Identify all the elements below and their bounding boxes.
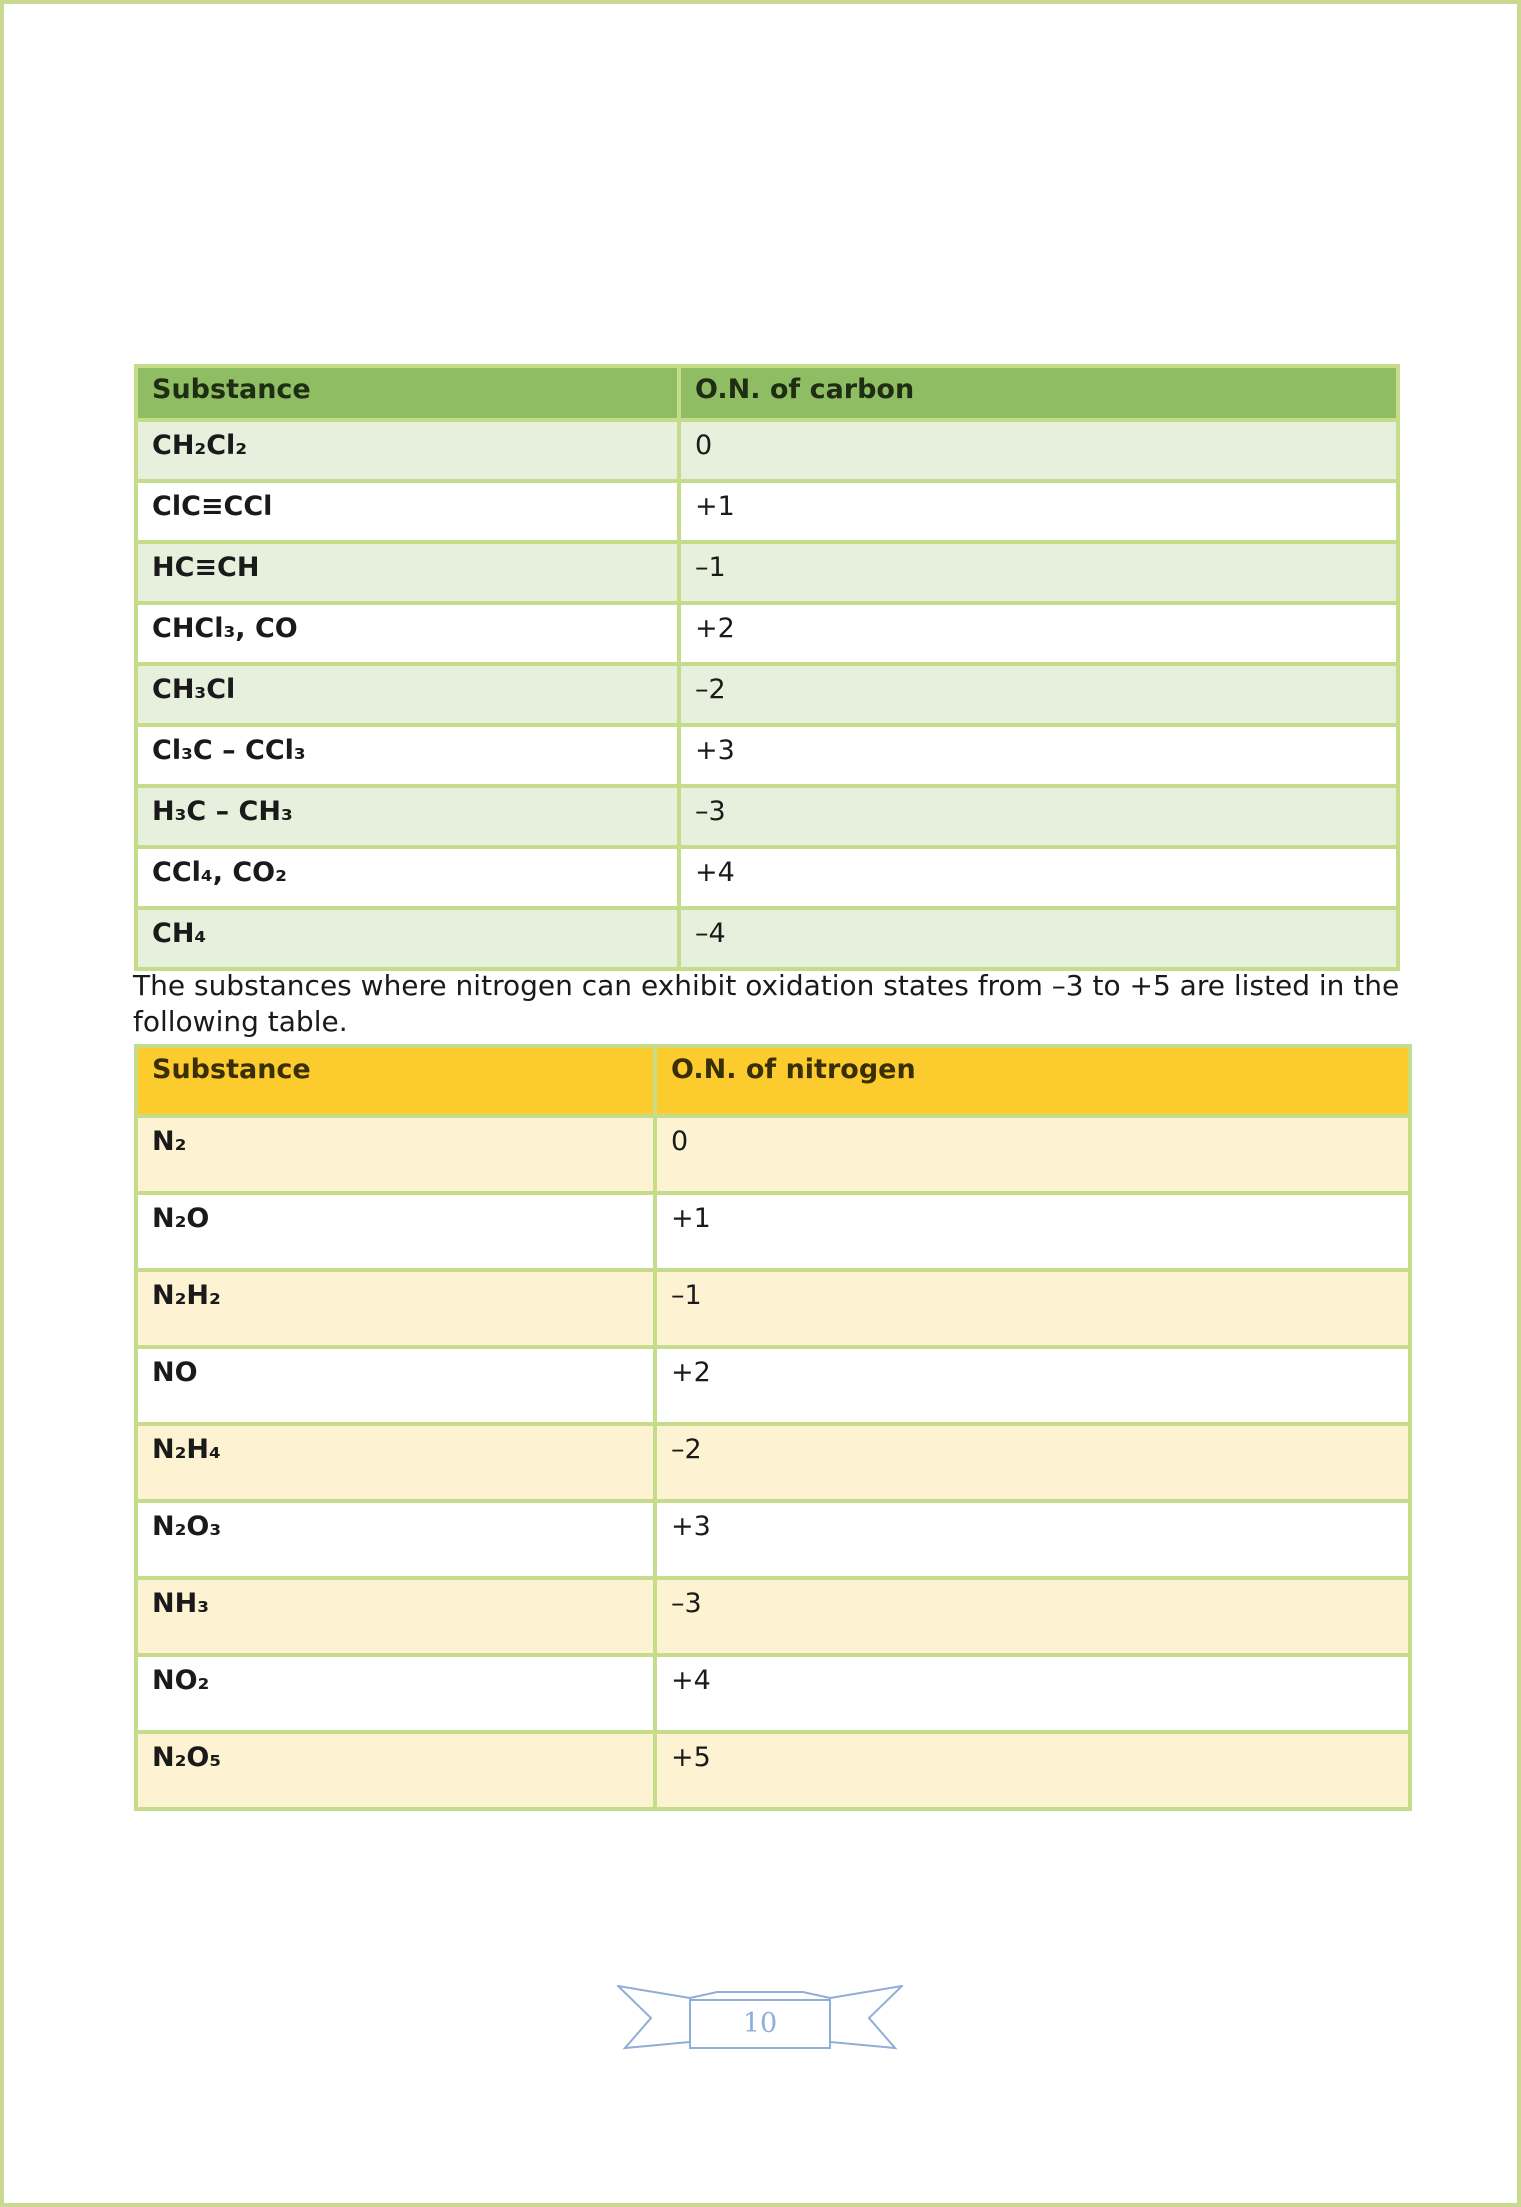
- oxidation-number-cell: 0: [679, 420, 1398, 481]
- substance-cell: NH₃: [136, 1578, 655, 1655]
- table-row: [136, 1270, 1410, 1347]
- substance-cell: H₃C – CH₃: [136, 786, 679, 847]
- substance-cell: N₂O₃: [136, 1501, 655, 1578]
- page-footer: [617, 1984, 903, 2064]
- nitrogen-intro-paragraph: The substances where nitrogen can exhibit oxidation states from –3 to +5 are listed in the following table.: [133, 969, 1400, 1038]
- table-row: [136, 725, 1398, 786]
- table-row: [136, 1732, 1410, 1809]
- substance-cell: HC≡CH: [136, 542, 679, 603]
- table-row: [136, 847, 1398, 908]
- table-row: [136, 664, 1398, 725]
- carbon-oxidation-table: [134, 364, 1400, 971]
- substance-cell: CH₄: [136, 908, 679, 969]
- table-row: [136, 786, 1398, 847]
- substance-cell: N₂: [136, 1116, 655, 1193]
- table-row: [136, 1116, 1410, 1193]
- oxidation-number-cell: +1: [655, 1193, 1410, 1270]
- page-number: 10: [742, 2008, 778, 2039]
- oxidation-number-cell: –3: [679, 786, 1398, 847]
- substance-cell: NO: [136, 1347, 655, 1424]
- table-row: [136, 908, 1398, 969]
- substance-cell: CH₃Cl: [136, 664, 679, 725]
- oxidation-number-cell: +4: [679, 847, 1398, 908]
- substance-cell: N₂H₂: [136, 1270, 655, 1347]
- table-row: [136, 603, 1398, 664]
- table-row: [136, 1347, 1410, 1424]
- oxidation-number-cell: –4: [679, 908, 1398, 969]
- substance-cell: N₂O₅: [136, 1732, 655, 1809]
- substance-cell: CH₂Cl₂: [136, 420, 679, 481]
- table-row: [136, 1193, 1410, 1270]
- substance-cell: CCl₄, CO₂: [136, 847, 679, 908]
- header-oxidation-number: O.N. of nitrogen: [655, 1046, 1410, 1116]
- nitrogen-oxidation-table: [134, 1044, 1412, 1811]
- oxidation-number-cell: +3: [655, 1501, 1410, 1578]
- table-row: [136, 1578, 1410, 1655]
- oxidation-number-cell: –2: [679, 664, 1398, 725]
- oxidation-number-cell: +5: [655, 1732, 1410, 1809]
- table-header-row: [136, 1046, 1410, 1116]
- header-oxidation-number: O.N. of carbon: [679, 366, 1398, 420]
- oxidation-number-cell: +2: [655, 1347, 1410, 1424]
- substance-cell: N₂H₄: [136, 1424, 655, 1501]
- table-row: [136, 420, 1398, 481]
- header-substance: Substance: [136, 1046, 655, 1116]
- oxidation-number-cell: +1: [679, 481, 1398, 542]
- substance-cell: CHCl₃, CO: [136, 603, 679, 664]
- oxidation-number-cell: +2: [679, 603, 1398, 664]
- oxidation-number-cell: +4: [655, 1655, 1410, 1732]
- table-row: [136, 542, 1398, 603]
- oxidation-number-cell: 0: [655, 1116, 1410, 1193]
- table-row: [136, 1424, 1410, 1501]
- oxidation-number-cell: –1: [655, 1270, 1410, 1347]
- table-header-row: [136, 366, 1398, 420]
- oxidation-number-cell: +3: [679, 725, 1398, 786]
- table-row: [136, 481, 1398, 542]
- substance-cell: ClC≡CCl: [136, 481, 679, 542]
- substance-cell: NO₂: [136, 1655, 655, 1732]
- oxidation-number-cell: –1: [679, 542, 1398, 603]
- table-row: [136, 1655, 1410, 1732]
- header-substance: Substance: [136, 366, 679, 420]
- oxidation-number-cell: –3: [655, 1578, 1410, 1655]
- table-row: [136, 1501, 1410, 1578]
- oxidation-number-cell: –2: [655, 1424, 1410, 1501]
- substance-cell: Cl₃C – CCl₃: [136, 725, 679, 786]
- substance-cell: N₂O: [136, 1193, 655, 1270]
